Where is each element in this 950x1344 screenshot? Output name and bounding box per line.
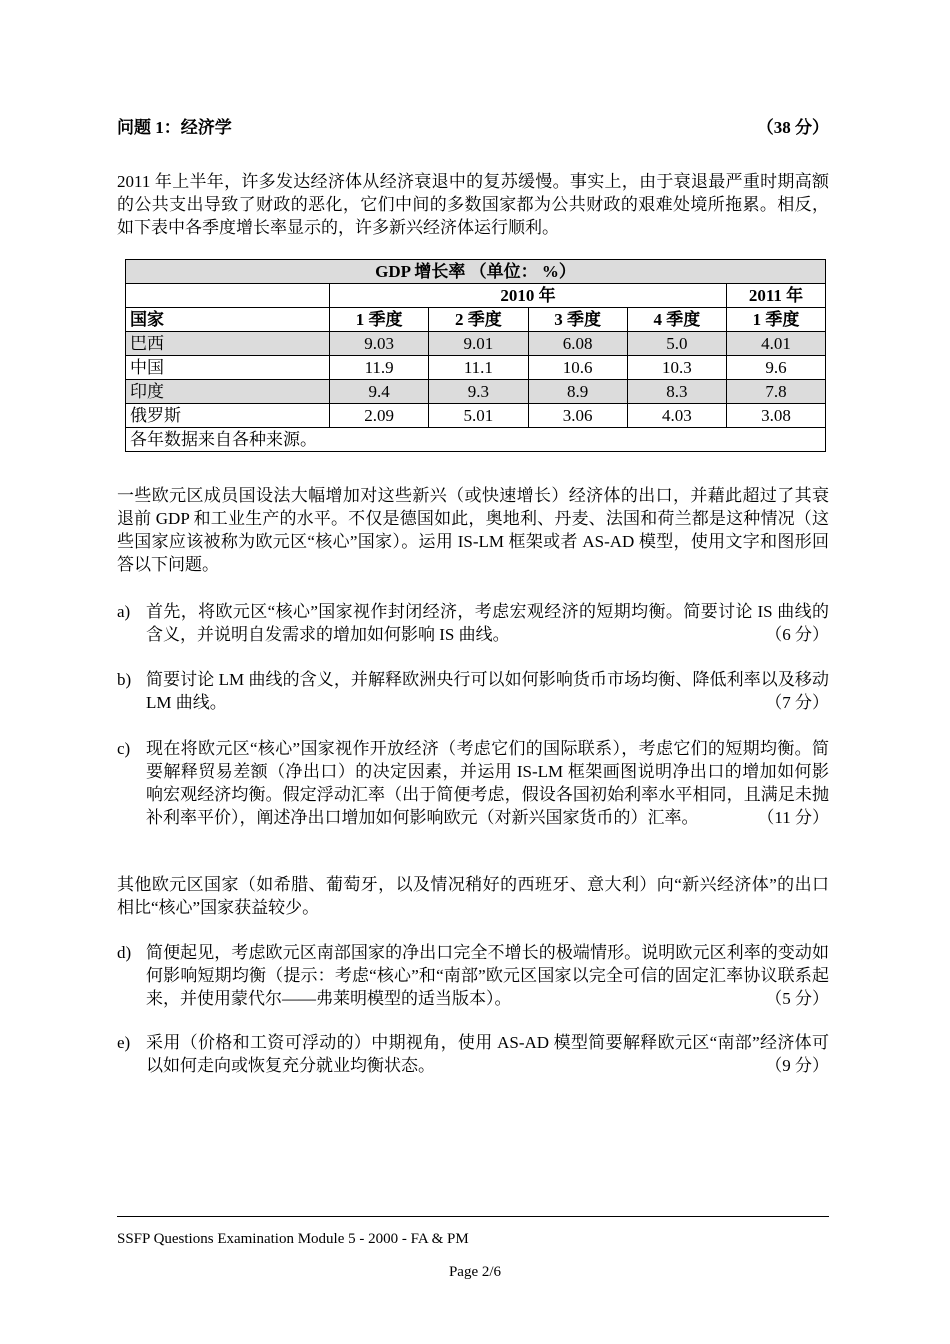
question-label: c) [117,739,131,758]
gdp-table [125,259,826,452]
table-title: GDP 增长率 （单位： %） [126,260,826,284]
value-cell: 4.01 [727,332,826,356]
table-row [126,332,826,356]
value-cell: 9.03 [330,332,429,356]
table-note: 各年数据来自各种来源。 [126,428,826,452]
question-heading [117,113,829,138]
question-label: b) [117,670,132,689]
value-cell: 10.6 [528,356,627,380]
value-cell: 3.08 [727,404,826,428]
question-text: 简便起见，考虑欧元区南部国家的净出口完全不增长的极端情形。说明欧元区利率的变动如何影响短期均衡（提示：考虑“核心”和“南部”欧元区国家以完全可信的固定汇率协议联系起来，并使用蒙代尔——弗莱明模型的适当版本）。 [146,943,829,1008]
question-points: （9 分） [765,1056,829,1075]
value-cell: 8.9 [528,380,627,404]
value-cell: 7.8 [727,380,826,404]
question-points: （6 分） [765,625,829,644]
question-title: 问题 1：经济学 [117,118,232,137]
value-cell: 9.3 [429,380,528,404]
value-cell: 9.01 [429,332,528,356]
question-text: 现在将欧元区“核心”国家视作开放经济（考虑它们的国际联系），考虑它们的短期均衡。简要解释贸易差额（净出口）的决定因素，并运用 IS-LM 框架画图说明净出口的增加如何影响宏观经济均衡。假定浮动汇率（出于简便考虑，假设各国初始利率水平相同，且满足未抛补利率平价），阐述净出口增加如何影响欧元（对新兴国家货币的）汇率。 [146,739,829,827]
question-text: 首先，将欧元区“核心”国家视作封闭经济，考虑宏观经济的短期均衡。简要讨论 IS 曲线的含义，并说明自发需求的增加如何影响 IS 曲线。 [146,602,829,644]
table-row [126,380,826,404]
quarter-header: 4 季度 [627,308,726,332]
value-cell: 10.3 [627,356,726,380]
country-cell: 俄罗斯 [126,404,330,428]
question-label: e) [117,1033,131,1052]
intro-paragraph: 2011 年上半年，许多发达经济体从经济衰退中的复苏缓慢。事实上，由于衰退最严重时期高额的公共支出导致了财政的恶化，它们中间的多数国家都为公共财政的艰难处境所拖累。相反，如下表中各季度增长率显示的，许多新兴经济体运行顺利。 [117,172,829,237]
question-b [117,668,829,714]
year-2010-header: 2010 年 [330,284,727,308]
country-cell: 中国 [126,356,330,380]
country-header: 国家 [126,308,330,332]
footer-divider [117,1216,829,1217]
value-cell: 9.6 [727,356,826,380]
value-cell: 11.1 [429,356,528,380]
quarter-header: 1 季度 [727,308,826,332]
question-points: （11 分） [757,808,829,827]
footer-exam-title: SSFP Questions Examination Module 5 - 2000 - FA & PM [117,1231,469,1247]
table-row [126,404,826,428]
question-a [117,600,829,646]
question-label: d) [117,943,132,962]
year-2011-header: 2011 年 [727,284,826,308]
value-cell: 2.09 [330,404,429,428]
question-e [117,1031,829,1077]
value-cell: 5.0 [627,332,726,356]
value-cell: 9.4 [330,380,429,404]
context-paragraph: 一些欧元区成员国设法大幅增加对这些新兴（或快速增长）经济体的出口，并藉此超过了其衰退前 GDP 和工业生产的水平。不仅是德国如此，奥地利、丹麦、法国和荷兰都是这种情况（这些国家应该被称为欧元区“核心”国家）。运用 IS-LM 框架或者 AS-AD 模型，使用文字和图形回答以下问题。 [117,486,829,574]
quarter-header: 2 季度 [429,308,528,332]
footer-page-number: Page 2/6 [448,1264,502,1280]
question-text: 简要讨论 LM 曲线的含义，并解释欧洲央行可以如何影响货币市场均衡、降低利率以及移动 LM 曲线。 [146,670,829,712]
country-cell: 巴西 [126,332,330,356]
value-cell: 4.03 [627,404,726,428]
value-cell: 8.3 [627,380,726,404]
value-cell: 11.9 [330,356,429,380]
quarter-header: 3 季度 [528,308,627,332]
country-cell: 印度 [126,380,330,404]
question-label: a) [117,602,131,621]
question-d [117,941,829,1010]
south-paragraph: 其他欧元区国家（如希腊、葡萄牙，以及情况稍好的西班牙、意大利）向“新兴经济体”的出口相比“核心”国家获益较少。 [117,875,829,917]
value-cell: 5.01 [429,404,528,428]
question-points: （5 分） [765,989,829,1008]
question-points: （38 分） [756,118,829,137]
question-text: 采用（价格和工资可浮动的）中期视角，使用 AS-AD 模型简要解释欧元区“南部”经济体可以如何走向或恢复充分就业均衡状态。 [146,1033,829,1075]
value-cell: 6.08 [528,332,627,356]
quarter-header: 1 季度 [330,308,429,332]
question-points: （7 分） [765,693,829,712]
table-row [126,356,826,380]
question-c [117,737,829,829]
value-cell: 3.06 [528,404,627,428]
